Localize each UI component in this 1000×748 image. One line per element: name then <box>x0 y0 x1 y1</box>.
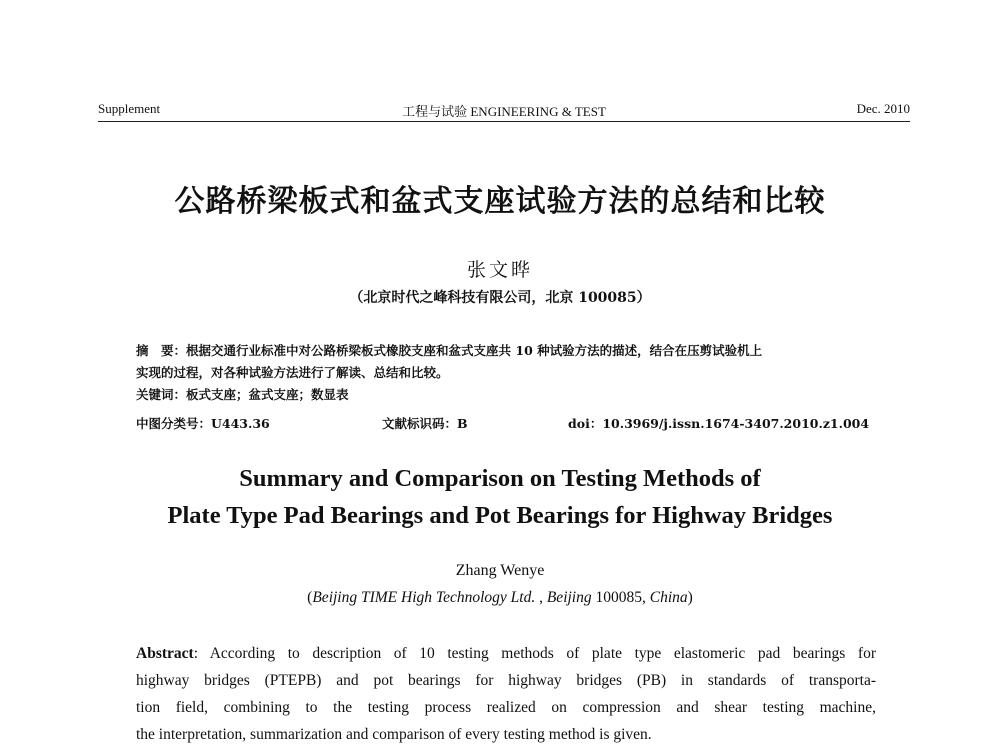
chinese-affiliation: （北京时代之峰科技有限公司，北京 100085） <box>349 290 651 306</box>
affil-country: China <box>649 589 688 606</box>
header-journal: 工程与试验 ENGINEERING & TEST <box>402 104 606 119</box>
chinese-abstract-text-2: 实现的过程，对各种试验方法进行了解读、总结和比较。 <box>136 365 449 380</box>
affil-postcode: 100085, <box>591 589 650 606</box>
running-header <box>98 101 910 122</box>
english-abstract-line-2: highway bridges (PTEPB) and pot bearings for highway bridges (PB) in standards of transporta- <box>136 672 876 689</box>
affil-separator: , <box>535 589 547 606</box>
affil-close-paren: ) <box>687 589 693 606</box>
english-affiliation <box>0 589 1000 607</box>
english-abstract-line-4: the interpretation, summarization and comparison of every testing method is given. <box>136 726 652 743</box>
affil-city: Beijing <box>546 589 592 606</box>
english-title <box>0 460 1000 534</box>
chinese-abstract-label: 摘 要： <box>136 343 187 358</box>
english-abstract <box>136 640 876 748</box>
affil-organization: Beijing TIME High Technology Ltd. <box>312 589 536 606</box>
chinese-abstract-line-1 <box>136 340 876 362</box>
english-abstract-label: Abstract <box>136 645 194 662</box>
english-abstract-text-1: According to description of 10 testing methods of plate type elastomeric pad bearings for <box>209 645 876 662</box>
chinese-keywords <box>136 384 876 406</box>
english-abstract-line-1 <box>136 640 876 667</box>
english-abstract-line-3: tion field, combining to the testing process realized on compression and shear testing machine, <box>136 699 876 716</box>
chinese-title: 公路桥梁板式和盆式支座试验方法的总结和比较 <box>174 184 826 219</box>
document-code: 文献标识码：B <box>382 416 468 431</box>
english-title-line-2: Plate Type Pad Bearings and Pot Bearings for Highway Bridges <box>167 502 833 529</box>
chinese-abstract <box>136 340 876 406</box>
header-date: Dec. 2010 <box>856 101 910 116</box>
chinese-abstract-text-1: 根据交通行业标准中对公路桥梁板式橡胶支座和盆式支座共 10 种试验方法的描述，结合在压剪试验机上 <box>186 343 763 358</box>
english-abstract-colon: : <box>193 645 210 662</box>
header-supplement: Supplement <box>98 101 161 116</box>
english-author: Zhang Wenye <box>455 562 545 579</box>
keywords-label: 关键词： <box>136 387 187 402</box>
english-title-line-1: Summary and Comparison on Testing Methods of <box>239 465 761 492</box>
clc-number: 中图分类号：U443.36 <box>136 416 270 431</box>
chinese-author: 张文晔 <box>466 259 533 281</box>
keywords-value: 板式支座；盆式支座；数显表 <box>186 387 349 402</box>
classification-row <box>136 414 876 434</box>
doi: doi：10.3969/j.issn.1674-3407.2010.z1.004 <box>568 416 870 431</box>
affil-open-paren: ( <box>307 589 313 606</box>
